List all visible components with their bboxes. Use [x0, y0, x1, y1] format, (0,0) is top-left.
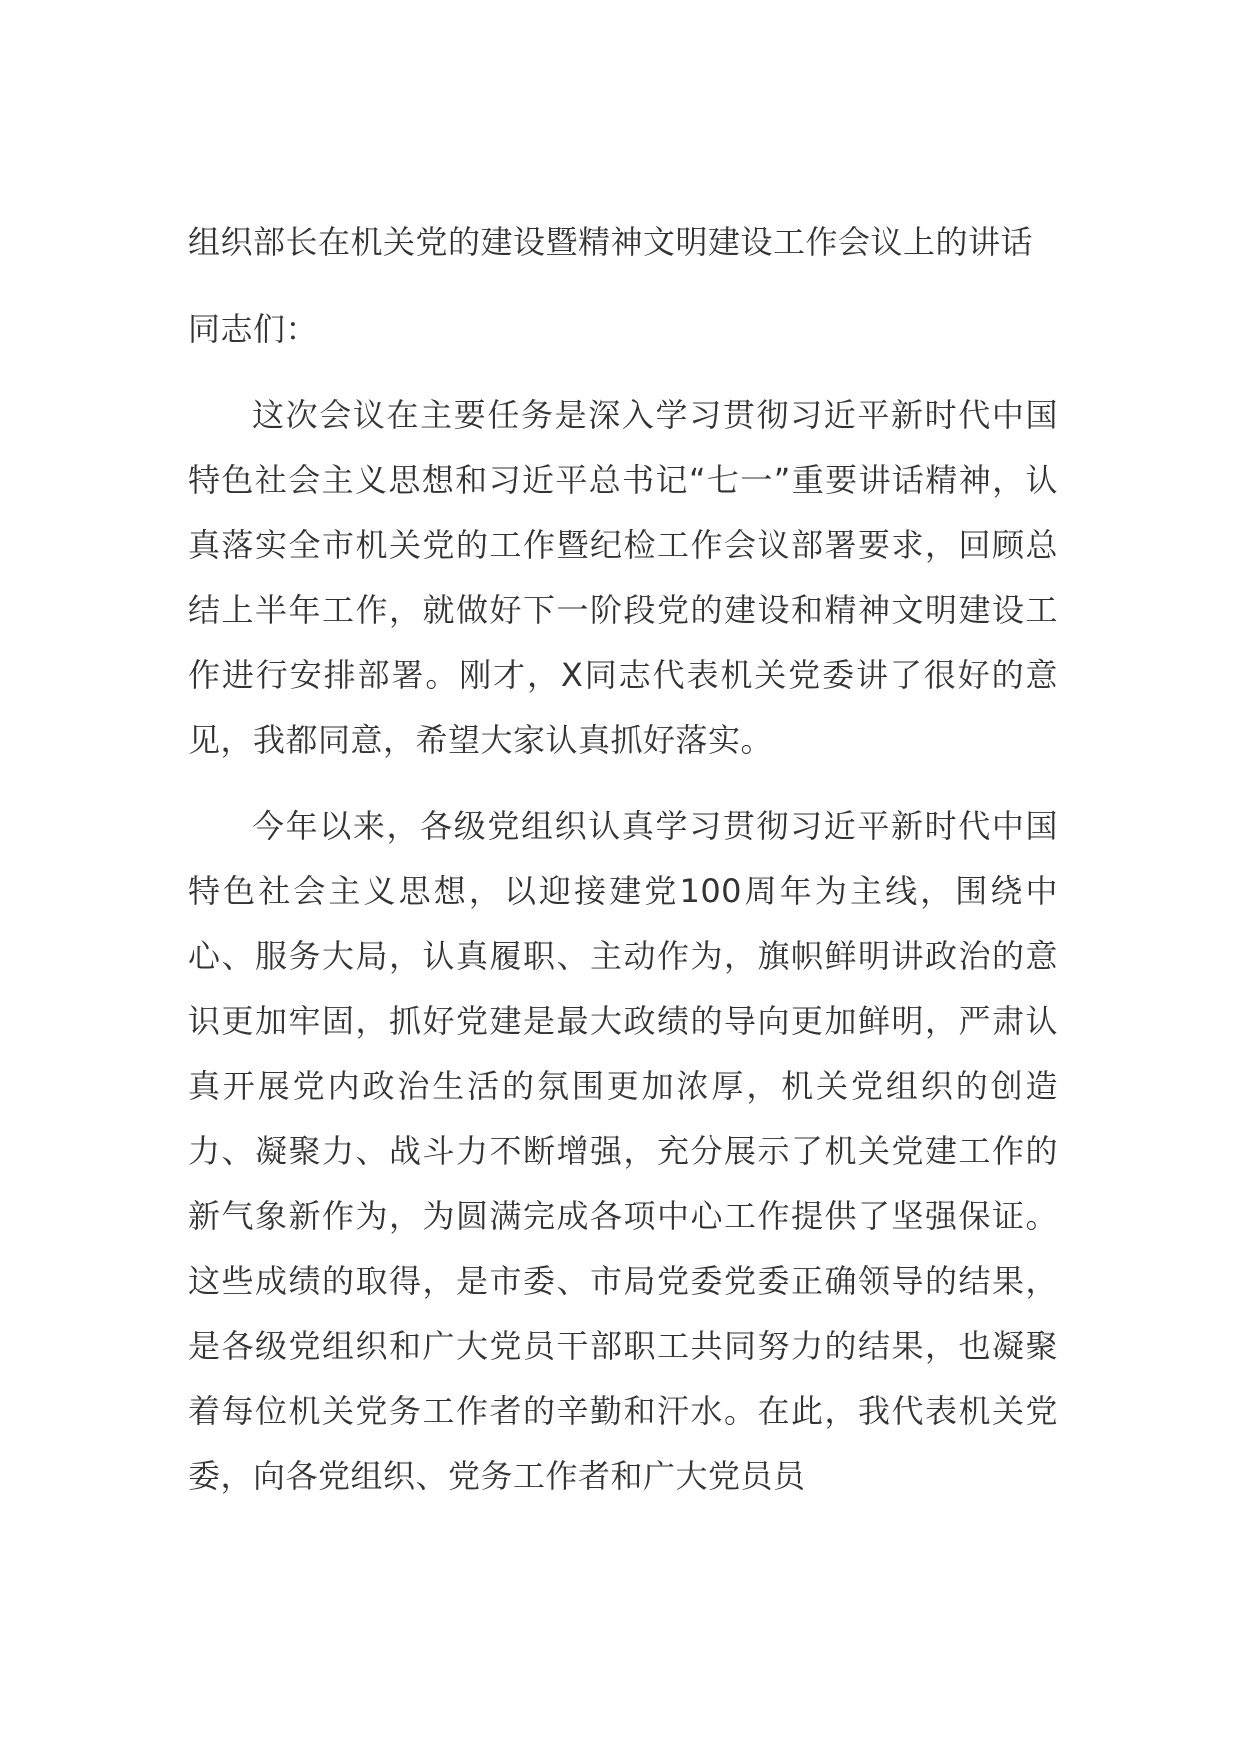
salutation: 同志们：: [188, 310, 319, 348]
paragraph-1: 这次会议在主要任务是深入学习贯彻习近平新时代中国特色社会主义思想和习近平总书记“七一”重要讲话精神，认真落实全市机关党的工作暨纪检工作会议部署要求，回顾总结上半年工作，就做好下一阶段党的建设和精神文明建设工作进行安排部署。刚才，X同志代表机关党委讲了很好的意见，我都同意，希望大家认真抓好落实。: [188, 396, 1058, 759]
document-body: [188, 210, 1058, 1509]
paragraph-2: 今年以来，各级党组织认真学习贯彻习近平新时代中国特色社会主义思想，以迎接建党100周年为主线，围绕中心、服务大局，认真履职、主动作为，旗帜鲜明讲政治的意识更加牢固，抓好党建是最大政绩的导向更加鲜明，严肃认真开展党内政治生活的氛围更加浓厚，机关党组织的创造力、凝聚力、战斗力不断增强，充分展示了机关党建工作的新气象新作为，为圆满完成各项中心工作提供了坚强保证。这些成绩的取得，是市委、市局党委党委正确领导的结果，是各级党组织和广大党员干部职工共同努力的结果，也凝聚着每位机关党务工作者的辛勤和汗水。在此，我代表机关党委，向各党组织、党务工作者和广大党员员: [188, 807, 1058, 1495]
document-title: 组织部长在机关党的建设暨精神文明建设工作会议上的讲话: [188, 223, 1034, 261]
